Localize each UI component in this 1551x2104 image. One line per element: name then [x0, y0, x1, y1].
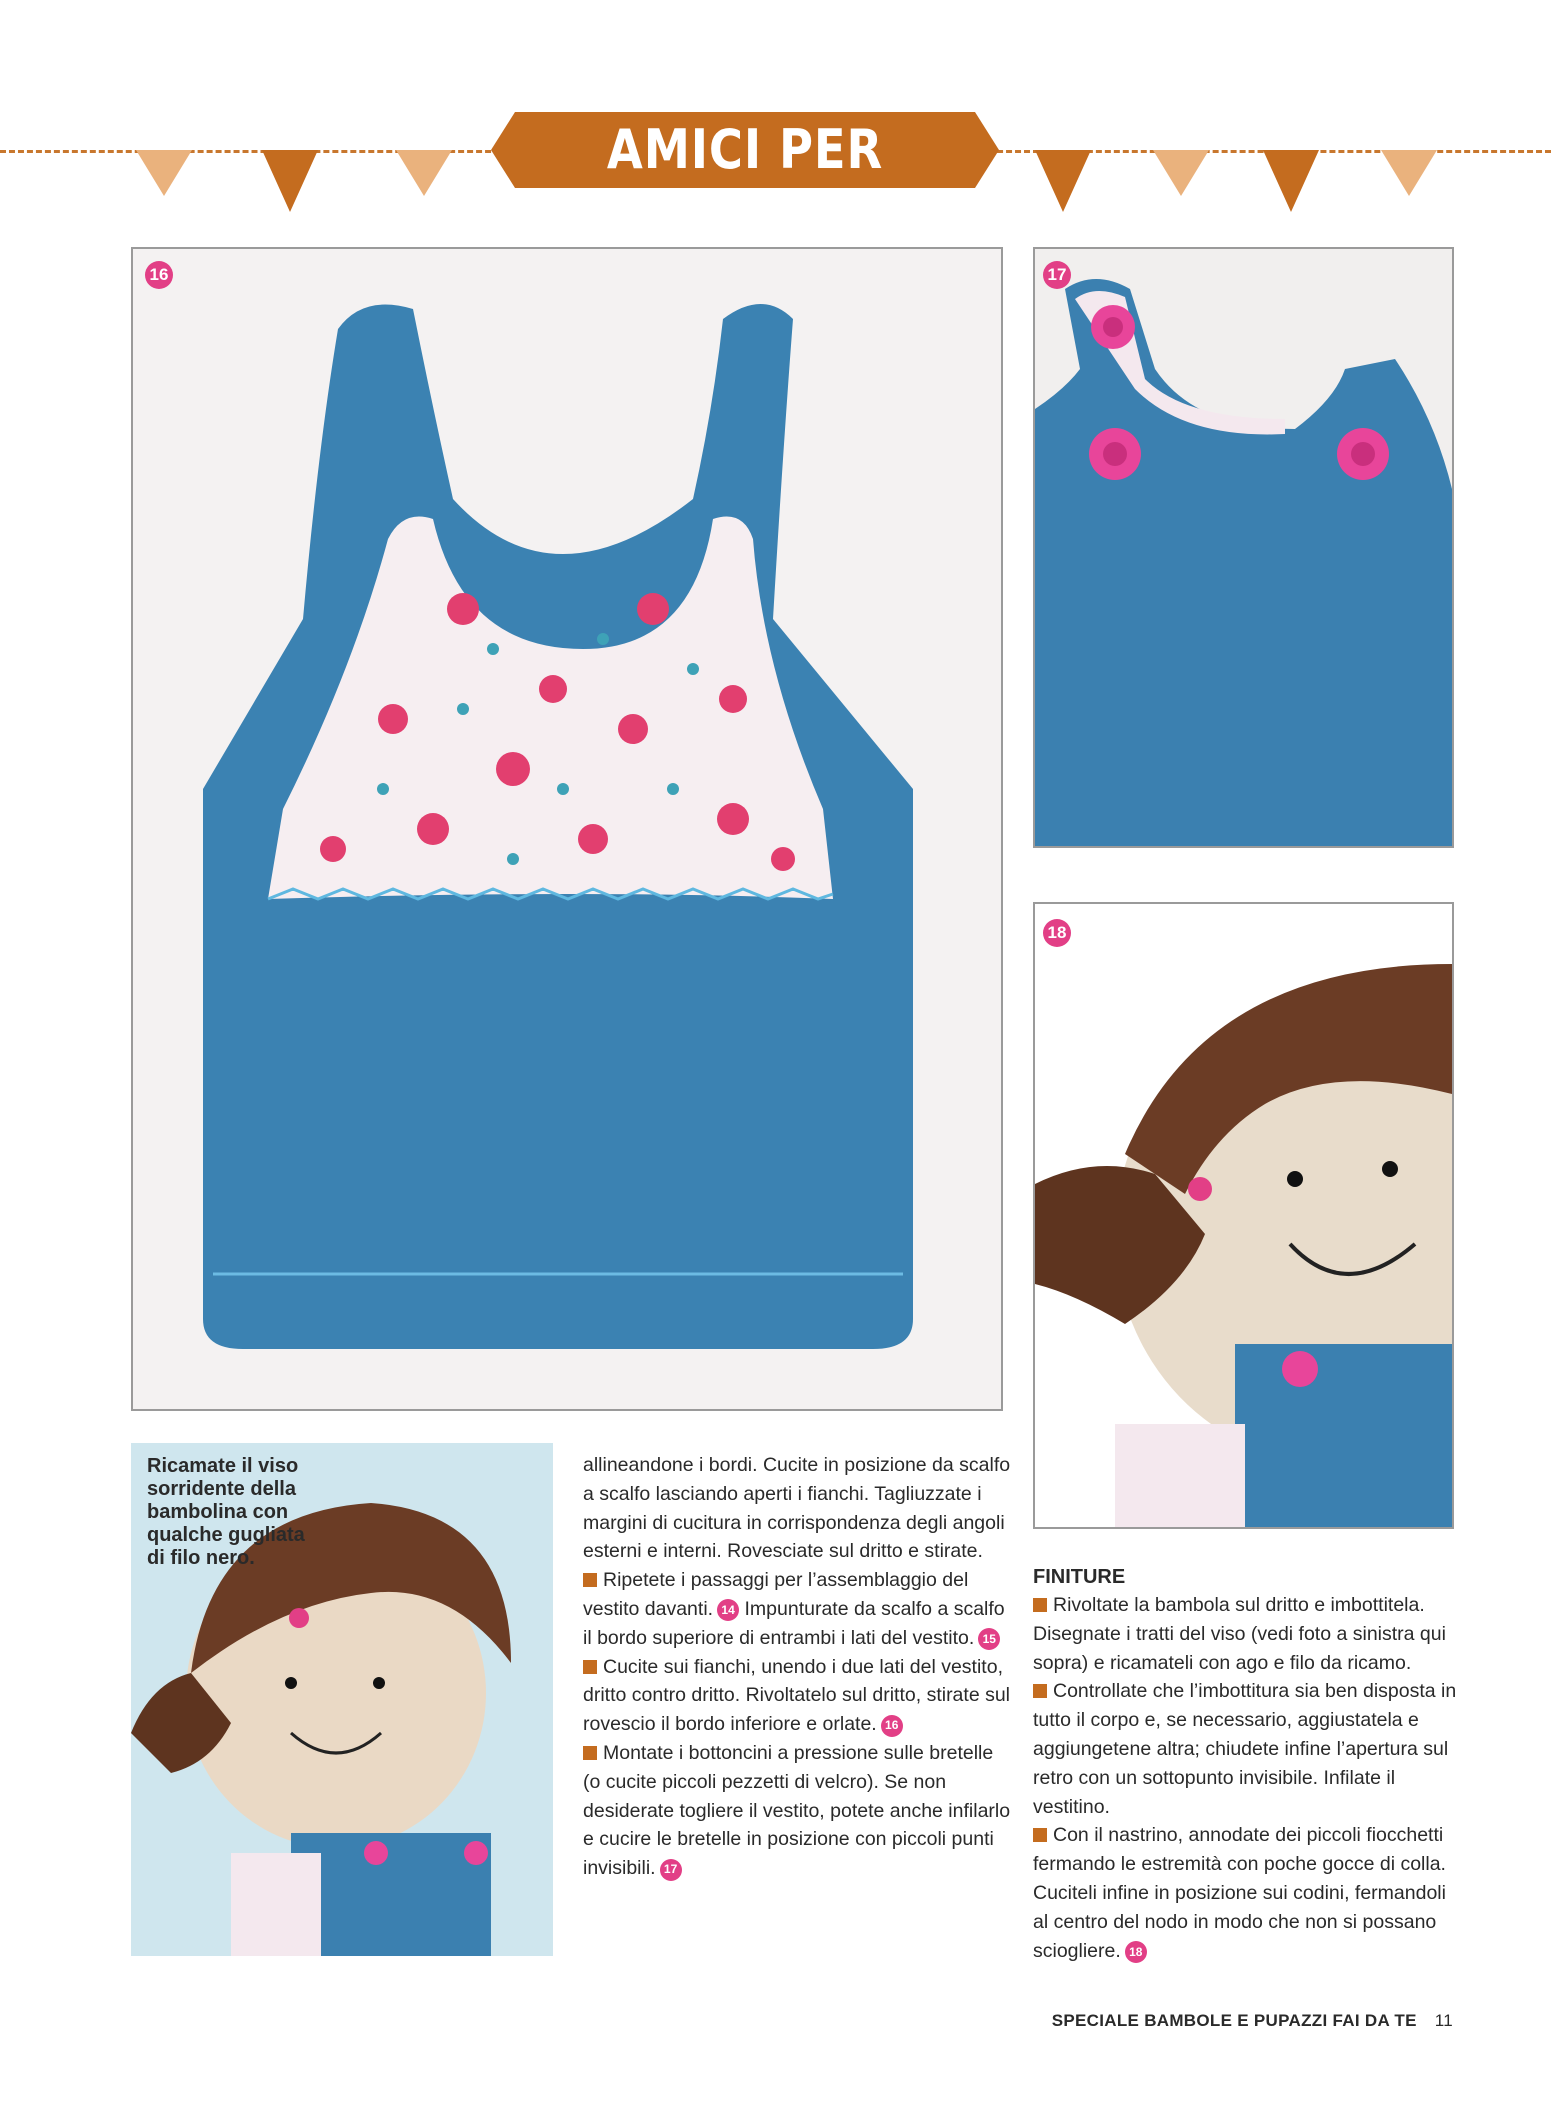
step-badge: 17: [1043, 261, 1071, 289]
caption-line: bambolina con: [147, 1501, 289, 1523]
paragraph-text: Ripetete i passaggi per l’assemblaggio del vestito davanti.: [583, 1569, 969, 1620]
photo-strap-snap: [1033, 247, 1454, 848]
bunting-flag: [396, 150, 452, 196]
paragraph-text: Rivoltate la bambola sul dritto e imbottitela. Disegnate i tratti del viso (vedi foto a sinistra qui sopra) e ricamateli con ago e filo da ricamo.: [1033, 1594, 1446, 1674]
caption-line: qualche gugliata: [147, 1524, 305, 1546]
page-number: 11: [1434, 2011, 1453, 2030]
page-footer: [1052, 2011, 1453, 2031]
bullet-square: [583, 1746, 597, 1760]
jumper-illustration: [133, 249, 1001, 1409]
paragraph: [1033, 1821, 1461, 1965]
step-badge: 18: [1043, 919, 1071, 947]
instructions-column-right: [1033, 1563, 1461, 1965]
bunting-flag: [1381, 150, 1437, 196]
step-reference-badge: 16: [881, 1715, 903, 1737]
paragraph-text: Con il nastrino, annodate dei piccoli fiocchetti fermando le estremità con poche gocce di colla. Cuciteli infine in posizione sui codini, fermandoli al centro del nodo in modo che non si possano sciogliere.: [1033, 1824, 1446, 1962]
bullet-square: [1033, 1828, 1047, 1842]
photo-doll-face: [1033, 902, 1454, 1529]
paragraph: [583, 1566, 1013, 1652]
paragraph: [583, 1451, 1013, 1566]
paragraph: [1033, 1677, 1461, 1821]
paragraph-text: Controllate che l’imbottitura sia ben disposta in tutto il corpo e, se necessario, aggiustatela e aggiungetene altra; chiudete infine l’apertura sul retro con un sottopunto invisibile. Infilate il vestitino.: [1033, 1680, 1457, 1818]
paragraph: [583, 1739, 1013, 1883]
bullet-square: [1033, 1598, 1047, 1612]
section-heading: FINITURE: [1033, 1566, 1126, 1588]
title-banner: [515, 112, 975, 244]
strap-illustration: [1035, 249, 1452, 846]
paragraph-text: allineandone i bordi. Cucite in posizione da scalfo a scalfo lasciando aperti i fianchi. Tagliuzzate i margini di cucitura in corrispondenza degli angoli esterni e interni. Rovesciate sul dritto e stirate.: [583, 1454, 1011, 1563]
photo-jumper-assembled: [131, 247, 1003, 1411]
step-reference-badge: 14: [717, 1599, 739, 1621]
bunting-flag: [262, 150, 318, 212]
bullet-square: [583, 1573, 597, 1587]
bunting-flag: [1035, 150, 1091, 212]
bunting-flag: [136, 150, 192, 196]
bunting-flag: [1263, 150, 1319, 212]
bunting-flag: [1153, 150, 1209, 196]
paragraph: [1033, 1591, 1461, 1677]
photo-caption: [147, 1455, 347, 1570]
instructions-column-middle: [583, 1451, 1013, 1883]
caption-line: sorridente della: [147, 1478, 296, 1500]
step-reference-badge: 15: [978, 1628, 1000, 1650]
step-reference-badge: 17: [660, 1859, 682, 1881]
caption-line: di filo nero.: [147, 1547, 255, 1569]
paragraph-text: Impunturate da scalfo a scalfo il bordo superiore di entrambi i lati del vestito.: [583, 1597, 1005, 1649]
magazine-title: SPECIALE BAMBOLE E PUPAZZI FAI DA TE: [1051, 2011, 1417, 2030]
paragraph-text: Montate i bottoncini a pressione sulle bretelle (o cucite piccoli pezzetti di velcro). Se non desiderate togliere il vestito, potete anche infilarlo e cucire le bretelle in posizione con piccoli punti invisibili.: [583, 1741, 1011, 1880]
step-badge: 16: [145, 261, 173, 289]
step-reference-badge: 18: [1125, 1941, 1147, 1963]
paragraph: [583, 1653, 1013, 1739]
paragraph-text: Cucite sui fianchi, unendo i due lati del vestito, dritto contro dritto. Rivoltatelo sul dritto, stirate sul rovescio il bordo inferiore e orlate.: [583, 1655, 1011, 1736]
page-title: AMICI PER SEMPRE: [606, 118, 884, 244]
bullet-square: [583, 1660, 597, 1674]
doll-face-illustration: [1035, 904, 1452, 1527]
bullet-square: [1033, 1684, 1047, 1698]
caption-line: Ricamate il viso: [147, 1455, 299, 1477]
